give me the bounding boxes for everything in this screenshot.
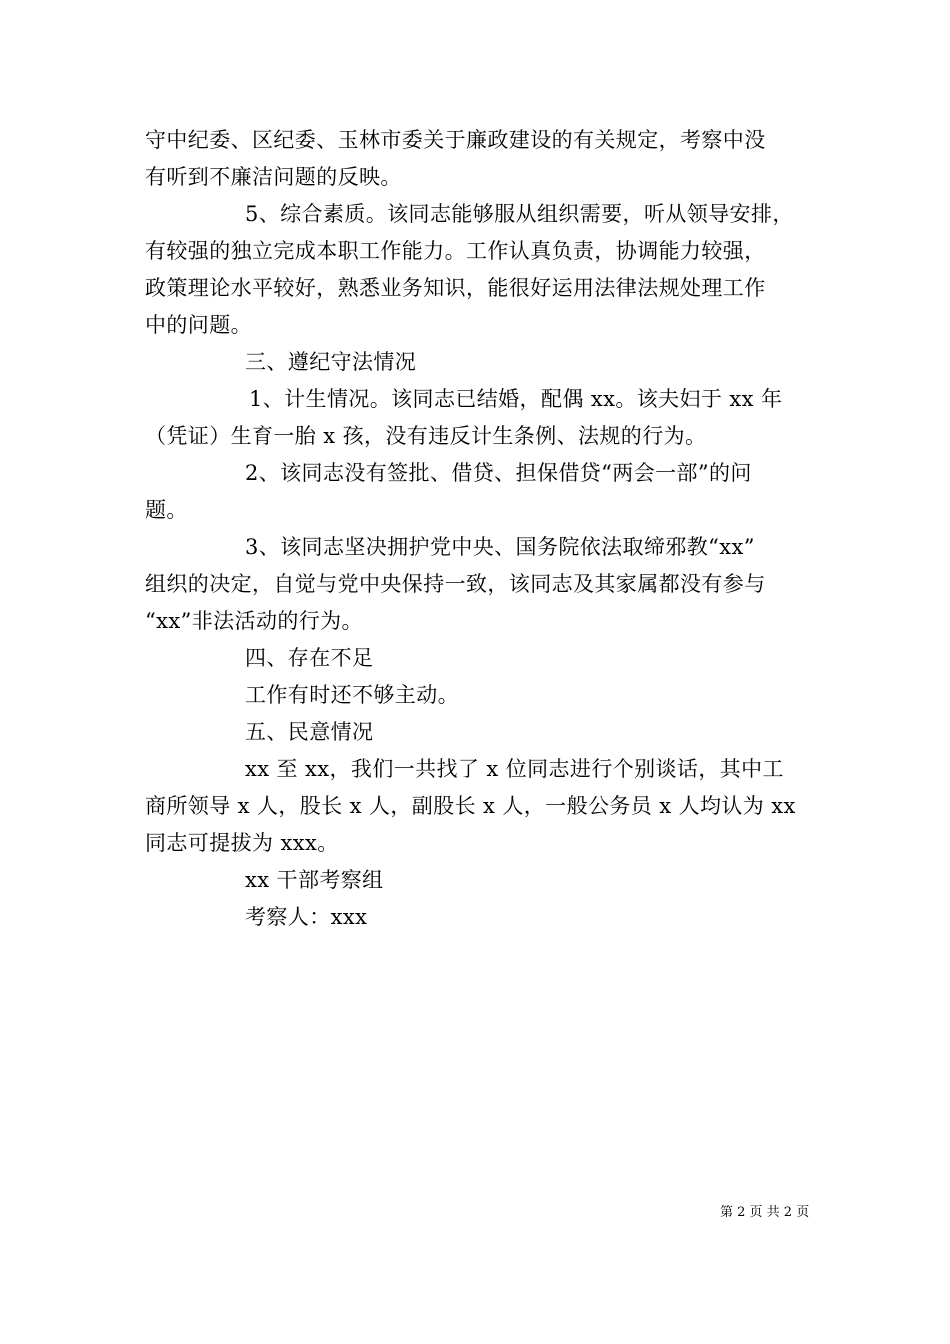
text-line: “xx”非法活动的行为。 <box>145 609 363 633</box>
text-line: 中的问题。 <box>145 313 252 337</box>
text-line: 有较强的独立完成本职工作能力。工作认真负责，协调能力较强， <box>145 239 766 263</box>
text-line: xx 至 xx，我们一共找了 x 位同志进行个别谈话，其中工 <box>245 757 784 781</box>
text-line: 2、该同志没有签批、借贷、担保借贷“两会一部”的问 <box>245 461 752 485</box>
text-line: 政策理论水平较好，熟悉业务知识，能很好运用法律法规处理工作 <box>145 276 766 300</box>
text-line: 5、综合素质。该同志能够服从组织需要，听从领导安排， <box>245 202 794 226</box>
document-body <box>145 122 813 936</box>
section-heading: 三、遵纪守法情况 <box>245 350 417 374</box>
text-line: 商所领导 x 人，股长 x 人，副股长 x 人，一般公务员 x 人均认为 xx <box>145 794 796 818</box>
section-heading: 五、民意情况 <box>245 720 374 744</box>
text-line: 1、计生情况。该同志已结婚，配偶 xx。该夫妇于 xx 年 <box>249 387 783 411</box>
signature-person: 考察人：xxx <box>245 905 368 929</box>
text-line: 工作有时还不够主动。 <box>245 683 459 707</box>
text-line: 守中纪委、区纪委、玉林市委关于廉政建设的有关规定，考察中没 <box>145 128 766 152</box>
text-line: 同志可提拔为 xxx。 <box>145 831 339 855</box>
section-heading: 四、存在不足 <box>245 646 374 670</box>
text-line: 3、该同志坚决拥护党中央、国务院依法取缔邪教“xx” <box>245 535 755 559</box>
page-number: 第 2 页 共 2 页 <box>720 1205 810 1220</box>
text-line: 组织的决定，自觉与党中央保持一致，该同志及其家属都没有参与 <box>145 572 766 596</box>
signature-org: xx 干部考察组 <box>245 868 384 892</box>
text-line: （凭证）生育一胎 x 孩，没有违反计生条例、法规的行为。 <box>145 424 707 448</box>
text-line: 题。 <box>145 498 188 522</box>
text-line: 有听到不廉洁问题的反映。 <box>145 165 402 189</box>
